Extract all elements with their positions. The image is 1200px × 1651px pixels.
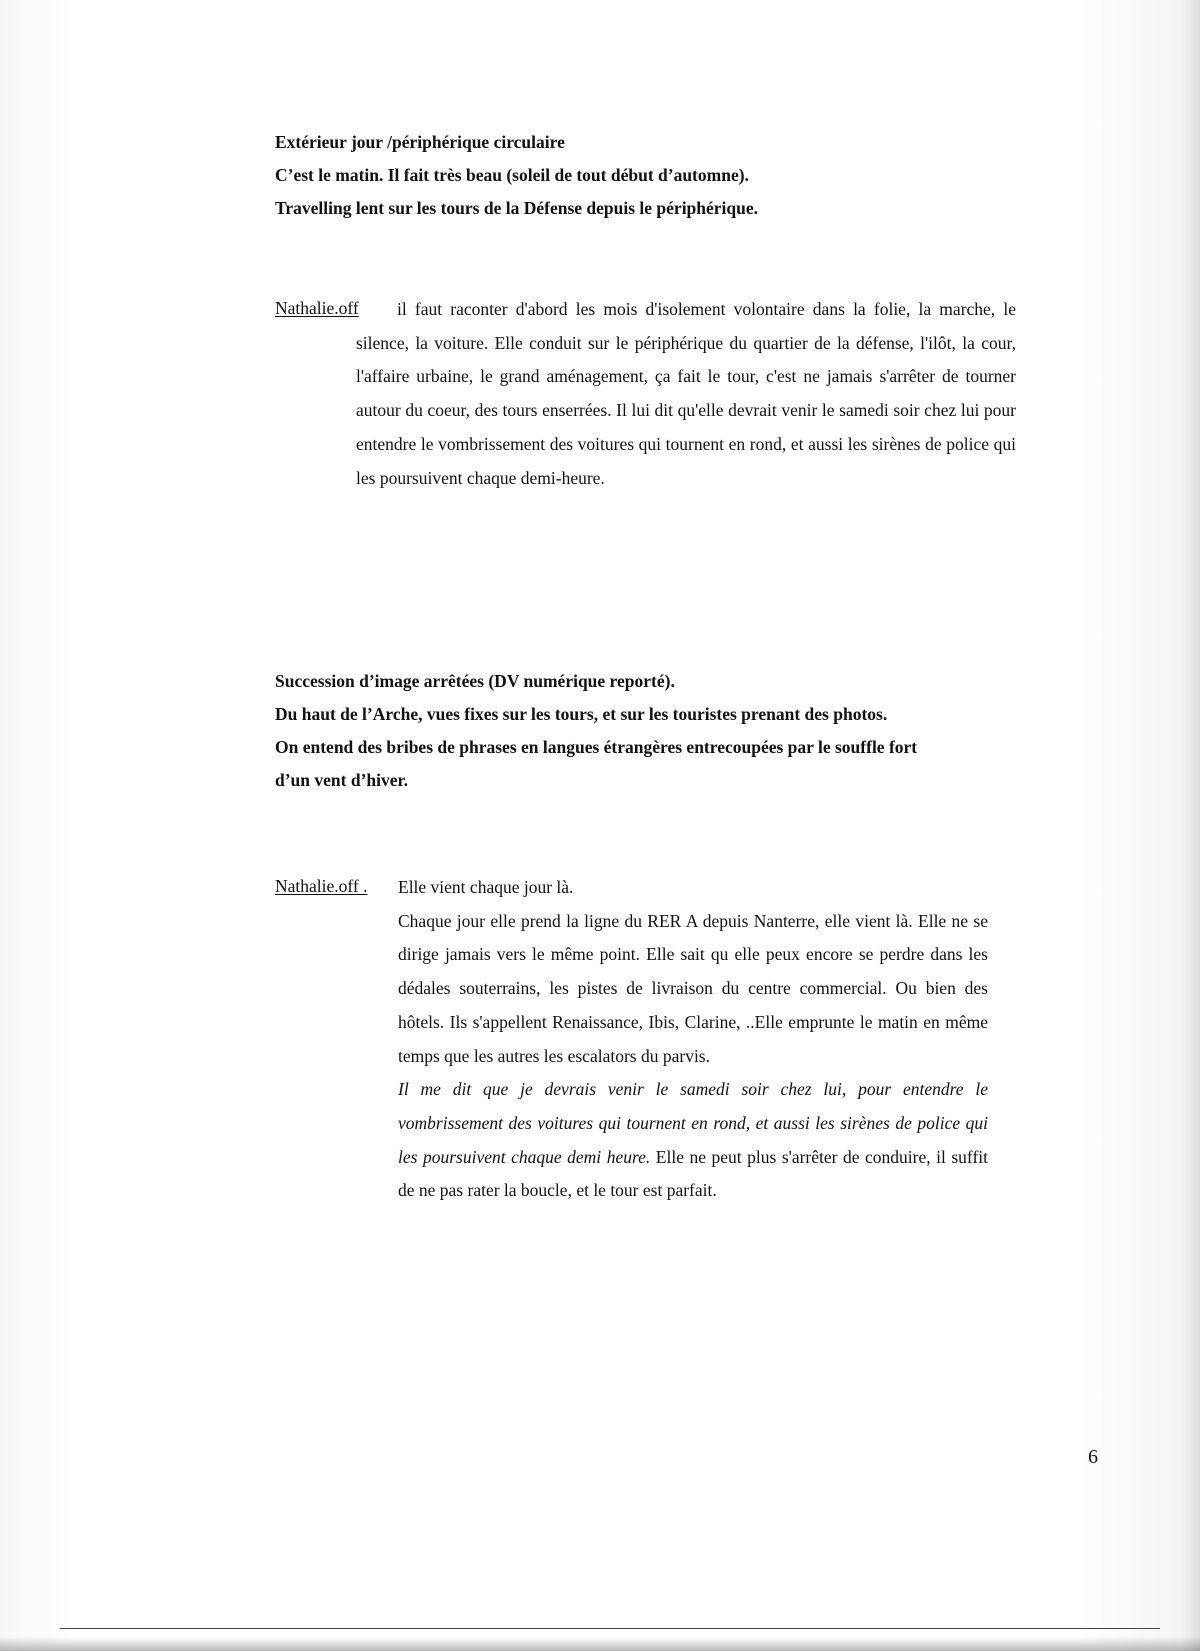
scene2-dialogue <box>398 871 988 1208</box>
scene1-direction-line: Travelling lent sur les tours de la Défense depuis le périphérique. <box>275 198 759 218</box>
scene1-direction-line: Extérieur jour /périphérique circulaire <box>275 132 565 152</box>
scene2-final-paragraph <box>398 1073 988 1208</box>
bottom-edge-line <box>60 1628 1160 1629</box>
scene2-closing-text: Elle ne peut plus s'arrêter de conduire, il suffit de ne pas rater la boucle, et le tour est parfait. <box>398 1146 988 1201</box>
scene2-direction <box>275 665 995 797</box>
scene2-direction-line: Succession d’image arrêtées (DV numérique reporté). <box>275 671 675 691</box>
scene1-speaker: Nathalie.off <box>275 298 359 318</box>
scene1-dialogue-text: il faut raconter d'abord les mois d'isolement volontaire dans la folie, la marche, le silence, la voiture. Elle conduit sur le périphérique du quartier de la défense, l'ilôt, la cour, l'affaire urbaine, le grand aménagement, ça fait le tour, c'est ne jamais s'arrêter de tourner autour du coeur, des tours enserrées. Il lui dit qu'elle devrait venir le samedi soir chez lui pour entendre le vombrissement des voitures qui tournent en rond, et aussi les sirènes de police qui les poursuivent chaque demi-heure. <box>356 299 1016 488</box>
page-number: 6 <box>1088 1446 1098 1468</box>
scene1-direction-line: C’est le matin. Il fait très beau (soleil de tout début d’automne). <box>275 165 749 185</box>
scene2-direction-line: Du haut de l’Arche, vues fixes sur les tours, et sur les touristes prenant des photos. <box>275 704 888 724</box>
scene2-paragraph: Chaque jour elle prend la ligne du RER A depuis Nanterre, elle vient là. Elle ne se dirige jamais vers le même point. Elle sait qu elle peux encore se perdre dans les dédales souterrains, les pistes de livraison du centre commercial. Ou bien des hôtels. Ils s'appellent Renaissance, Ibis, Clarine, ..Elle emprunte le matin en même temps que les autres les escalators du parvis. <box>398 910 988 1066</box>
scene2-speaker: Nathalie.off . <box>275 876 368 896</box>
scan-shadow-bottom <box>0 1637 1200 1651</box>
scene2-italic-quote: Il me dit que je devrais venir le samedi soir chez lui, pour entendre le vombrissement des voitures qui tournent en rond, et aussi les sirènes de police qui les poursuivent chaque demi heure. <box>398 1079 988 1167</box>
scene2-direction-line: d’un vent d’hiver. <box>275 770 409 790</box>
scan-shadow-right <box>1182 0 1200 1651</box>
scene2-first-line: Elle vient chaque jour là. <box>398 877 574 897</box>
scene2-direction-line: On entend des bribes de phrases en langues étrangères entrecoupées par le souffle fort <box>275 737 918 757</box>
scene1-dialogue <box>356 293 1016 495</box>
scene1-direction <box>275 126 995 225</box>
